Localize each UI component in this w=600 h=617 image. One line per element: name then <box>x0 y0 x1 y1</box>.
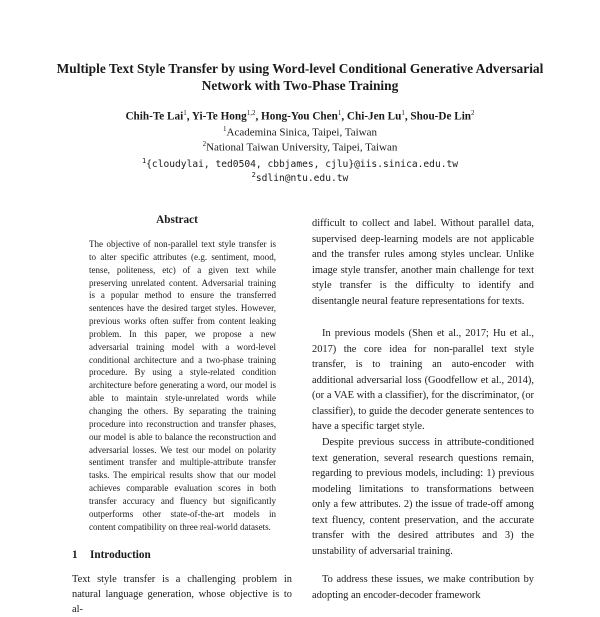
author-name: Shou-De Lin <box>410 110 472 123</box>
affiliation-text: National Taiwan University, Taipei, Taiwan <box>206 141 398 154</box>
email-mark: 2 <box>251 171 256 179</box>
author-affiliation-mark: 2 <box>471 109 475 117</box>
affiliation-mark: 1 <box>223 125 227 133</box>
author-affiliation-mark: 1 <box>183 109 187 117</box>
author-name: Chi-Jen Lu <box>346 110 402 123</box>
section-heading-introduction <box>72 549 292 561</box>
email-text: {cloudylai, ted0504, cbbjames, cjlu}@iis.sinica.edu.tw <box>146 159 459 171</box>
section-title: Introduction <box>90 549 151 561</box>
right-column-paragraph: Despite previous success in attribute-conditioned text generation, several research questions remain, regarding to previous models, including: 1) previous modeling limitations to transformations between only a few attributes. 2) the issue of trade-off among text fluency, content preservation, and the accurate transfer with the desired attributes and 3) the unstability of adversarial training. <box>312 437 534 557</box>
affiliation-text: Academina Sinica, Taipei, Taiwan <box>226 126 377 139</box>
email-line <box>40 169 560 185</box>
section-number: 1 <box>72 549 78 561</box>
affiliation-line <box>40 138 560 155</box>
abstract-body: The objective of non-parallel text style transfer is to alter specific attributes (e.g. sentiment, mood, tense, politeness, etc) of a given text while preserving unrelated content. Adversarial training is a popular method to ensure the transferred sentences have the desired target styles. However, previous works often suffer from content leaking problem. In this paper, we propose a new adversarial training model with a word-level conditional architecture and a two-phase training procedure. By using a style-related condition architecture before generating a word, our model is able to maintain style-unrelated words while changing the others. By separating the training procedure into reconstruction and transfer phases, our model is able to balance the reconstruction and adversarial losses. We test our model on polarity sentiment transfer and multiple-attribute transfer tasks. The empirical results show that our model achieves comparable evaluation scores in both transfer accuracy and fluency but significantly outperforms other state-of-the-art models in content compatibility on three real-world datasets. <box>89 239 276 532</box>
introduction-paragraph: Text style transfer is a challenging problem in natural language generation, whose objective is to al- <box>72 574 292 615</box>
right-column-paragraph: difficult to collect and label. Without parallel data, supervised deep-learning models are not applicable and the transfer rules among styles unclear. Unlike image style transfer, another main challenge for text style transfer is the difficulty to identify and disentangle neural feature representations for texts. <box>312 218 534 307</box>
author-affiliation-mark: 1 <box>337 109 342 117</box>
author-affiliation-mark: 1,2 <box>246 109 256 117</box>
email-text: sdlin@ntu.edu.tw <box>255 173 349 185</box>
author-list: Chih-Te Lai$^1$, Yi-Te Hong$^{1,2}$, Hong-You Chen$^1$, Chi-Jen Lu$^1$, Shou-De Lin$^2$ <box>125 109 475 123</box>
paper-title: Multiple Text Style Transfer by using Word-level Conditional Generative Adversarial Network with Two-Phase Training <box>56 61 544 93</box>
email-mark: 1 <box>141 157 147 165</box>
author-name: Hong-You Chen <box>261 110 338 123</box>
author-name: Chih-Te Lai <box>125 110 184 123</box>
author-affiliation-mark: 1 <box>401 109 405 117</box>
right-column-paragraph: In previous models (Shen et al., 2017; Hu et al., 2017) the core idea for non-parallel text style transfer, is to training an auto-encoder with additional adversarial loss (Goodfellow et al., 2014), (or a VAE with a classifier), for the discriminator, (or classifier), to guide the decoder generate sentences to have a specific target style. <box>312 328 534 433</box>
affiliation-mark: 2 <box>202 140 207 148</box>
right-column-paragraph: To address these issues, we make contribution by adopting an encoder-decoder framework <box>312 574 534 601</box>
author-name: Yi-Te Hong <box>191 110 247 123</box>
abstract-heading: Abstract <box>156 214 198 226</box>
